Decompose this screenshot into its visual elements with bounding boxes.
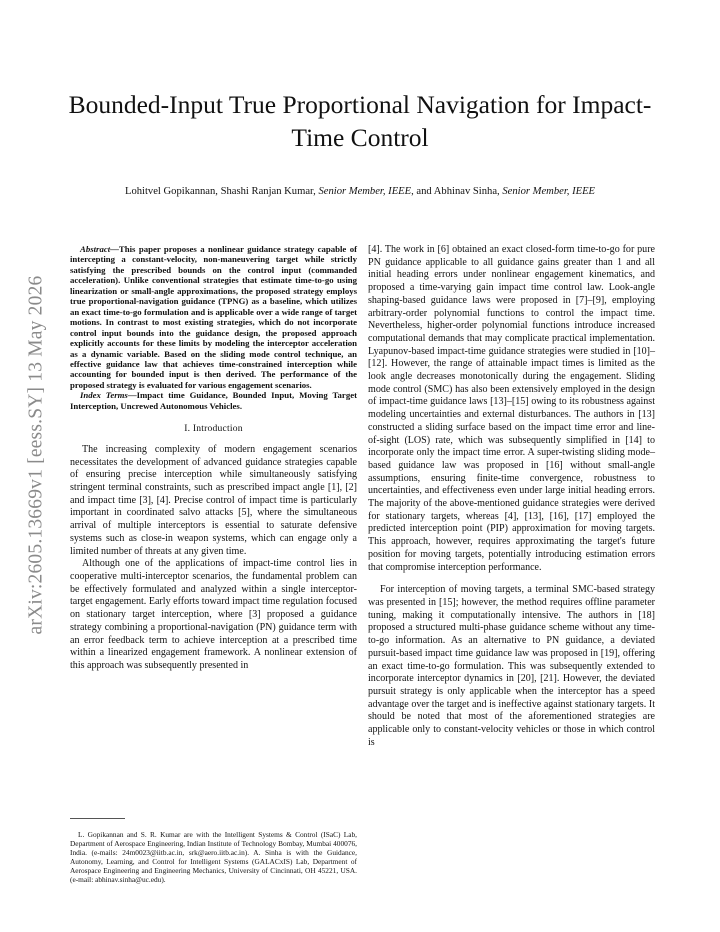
footnote: L. Gopikannan and S. R. Kumar are with the Intelligent Systems & Control (ISaC) Lab, Department of Aerospace Engineering, Indian Institute of Technology Bombay, Mumbai 400076, India. (e-mails: 24m0023@iitb.ac.in, srk@aero.iitb.ac.in). A. Sinha is with the Guidance, Autonomy, Learning, and Control for Intelligent Systems (GALACxIS) Lab, Department of Aerospace Engineering and Engineering Mechanics, University of Cincinnati, OH 45221, USA. (e-mail: abhinav.sinha@uc.edu).	[70, 830, 357, 884]
author-role-2: Senior Member, IEEE	[502, 186, 596, 197]
body-paragraph: The increasing complexity of modern engagement scenarios necessitates the development of advanced guidance strategies capable of ensuring precise interception while simultaneously satisfying stringent terminal constraints, such as prescribed impact angle [1], [2] and impact time [3], [4]. Precise control of impact time is particularly important in coordinated salvo attacks [5], where the simultaneous arrival of multiple interceptors is essential to saturate defensive systems such as close-in weapon systems, which can engage only a limited number of threats at any given time.	[70, 443, 357, 557]
body-paragraph: Although one of the applications of impact-time control lies in cooperative multi-interceptor scenarios, the fundamental problem can be effectively formulated and analyzed within a single interceptor-target engagement. Early efforts toward impact time regulation focused on stationary target interception, where [3] proposed a guidance strategy combining a proportional-navigation (PN) guidance term with an error feedback term to achieve interception at a prescribed time within a linearized engagement framework. A nonlinear extension of this approach was subsequently presented in	[70, 558, 357, 671]
right-column	[368, 244, 655, 749]
left-column	[70, 244, 357, 673]
paper-title: Bounded-Input True Proportional Navigation for Impact-Time Control	[68, 90, 652, 152]
body-paragraph: [4]. The work in [6] obtained an exact closed-form time-to-go for pure PN guidance applicable to all guidance gains greater than 1 and all initial heading errors under nonlinear engagement kinematics, and proposed a time-varying gain impact time control law. Look-angle shaping-based guidance laws were proposed in [7]–[9], employing arbitrary-order polynomial functions to control the impact time. Nevertheless, higher-order polynomial functions introduce increased computational demands that may complicate practical implementation. Lyapunov-based impact-time guidance strategies were studied in [10]–[12]. However, the range of attainable impact times is limited as the look angle decreases monotonically during the engagement. Sliding mode control (SMC) has also been extensively employed in the design of impact-time guidance laws [13]–[15] owing to its robustness against modeling uncertainties and external disturbances. The authors in [13] constructed a sliding surface based on the impact time error and line-of-sight (LOS) rate, which was subsequently simplified in [14] to incorporate only the impact time error. A super-twisting sliding mode–based guidance law was proposed in [16] without small-angle assumptions, ensuring finite-time convergence, robustness to uncertainties, and effectiveness even under large initial heading errors. The majority of the above-mentioned guidance strategies were derived for stationary targets, whereas [4], [13], [16], [17] employed the predicted interception point (PIP) approximation for moving targets. This approach, however, requires approximating the target's future position for moving targets, potentially introducing estimation errors that compromise interception performance.	[368, 244, 655, 573]
author-names-2: , and Abhinav Sinha,	[411, 186, 503, 197]
author-line	[60, 185, 660, 199]
author-names: Lohitvel Gopikannan, Shashi Ranjan Kumar,	[124, 186, 319, 197]
arxiv-stamp	[16, 245, 56, 665]
section-heading: I. Introduction	[184, 423, 243, 435]
abstract-label: Abstract	[80, 244, 111, 254]
arxiv-stamp-text: arXiv:2605.13669v1 [eess.SY] 13 May 2026	[25, 275, 46, 635]
index-terms	[70, 390, 357, 411]
index-terms-label: Index Terms	[80, 390, 128, 401]
index-terms-text: —Impact time Guidance, Bounded Input, Moving Target Interception, Uncrewed Autonomous Vehicles.	[70, 390, 357, 411]
author-role-1: Senior Member, IEEE	[318, 186, 412, 197]
body-paragraph: For interception of moving targets, a terminal SMC-based strategy was presented in [15]; however, the method requires offline parameter tuning, making it computationally intensive. The authors in [18] proposed a structured multi-phase guidance scheme without any time-to-go information. As an alternative to PN guidance, a deviated pursuit-based impact time guidance law was proposed in [19], offering an exact time-to-go formulation. This was subsequently extended to incorporate interceptor dynamics in [20], [21]. However, the deviated pursuit strategy is only applicable when the interceptor has a speed advantage over the target and is ineffective against stationary targets. It should be noted that most of the aforementioned strategies are applicable only to constant-velocity vehicles or those in which control is	[368, 584, 655, 748]
footnote-rule	[70, 818, 125, 819]
abstract-text: —This paper proposes a nonlinear guidance strategy capable of intercepting a constant-velocity, non-maneuvering target while strictly satisfying the prescribed bounds on the control input (commanded acceleration). Unlike conventional strategies that estimate time-to-go using linearization or small-angle approximations, the proposed strategy employs true proportional-navigation guidance (TPNG) as a baseline, which utilizes an exact time-to-go formulation and is applicable over a wide range of target motions. In contrast to most existing strategies, which do not incorporate control input bounds into the guidance design, the proposed approach explicitly accounts for these limits by modeling the interceptor acceleration as a dynamic variable. Based on the sliding mode control technique, an effective guidance law that achieves time-constrained interception while accounting for bounded input is then derived. The performance of the proposed strategy is evaluated for various engagement scenarios.	[70, 244, 357, 390]
abstract	[70, 244, 357, 390]
